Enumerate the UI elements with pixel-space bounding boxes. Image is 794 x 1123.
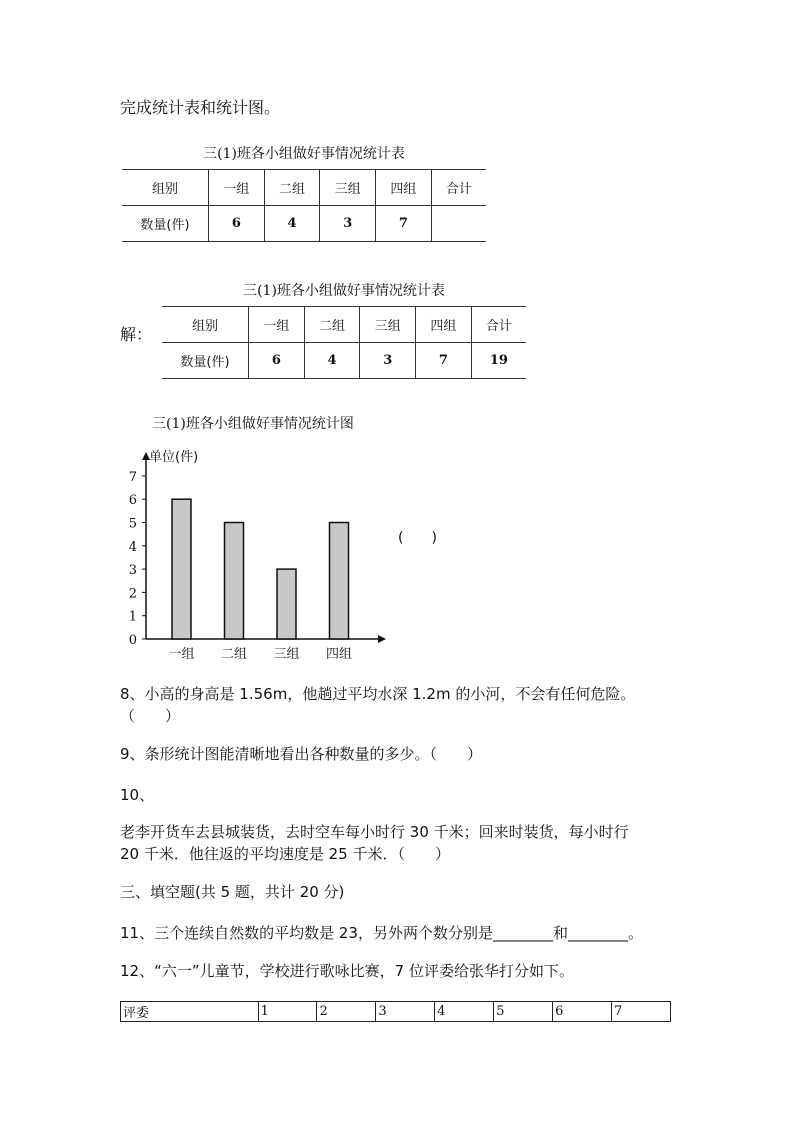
table2-cell: 7 <box>416 343 472 379</box>
table2-total-cell: 19 <box>471 343 526 379</box>
bar-4 <box>330 523 349 640</box>
question-9: 9、条形统计图能清晰地看出各种数量的多少。（ ） <box>120 745 483 763</box>
y-tick-label: 3 <box>128 563 137 579</box>
table2-header-cell: 二组 <box>304 307 360 343</box>
table2-header-cell: 一组 <box>249 307 305 343</box>
question-8: 8、小高的身高是 1.56m，他趟过平均水深 1.2m 的小河，不会有任何危险。 （ ） <box>120 685 636 725</box>
table2-header-cell: 四组 <box>416 307 472 343</box>
table1-caption: 三(1)班各小组做好事情况统计表 <box>203 146 405 162</box>
judge-cell: 6 <box>553 1002 612 1022</box>
table2-cell: 6 <box>249 343 305 379</box>
answer-label: 解： <box>120 325 153 344</box>
table1-cell: 4 <box>264 206 320 242</box>
table1-data-row <box>122 206 486 242</box>
judge-cell: 7 <box>612 1002 671 1022</box>
y-axis-label: 单位(件) <box>149 450 199 465</box>
y-tick-label: 0 <box>128 633 137 648</box>
table1-cell: 6 <box>209 206 265 242</box>
table1-header-cell: 组别 <box>122 170 209 206</box>
table1-header-cell: 一组 <box>209 170 265 206</box>
x-tick-label: 三组 <box>273 647 300 662</box>
x-tick-label: 二组 <box>220 647 248 662</box>
table2-header-row <box>162 307 526 343</box>
table2-cell: 3 <box>360 343 416 379</box>
question-12: 12、“六一”儿童节，学校进行歌咏比赛，7 位评委给张华打分如下。 <box>120 962 574 980</box>
judge-header-cell: 评委 <box>121 1002 259 1022</box>
question-10-text: 老李开货车去县城装货，去时空车每小时行 30 千米；回来时装货，每小时行 20 千米．他往返的平均速度是 25 千米．（ ） <box>120 823 629 863</box>
y-tick-label: 6 <box>128 493 137 509</box>
judge-cell: 4 <box>435 1002 494 1022</box>
table1-header-cell: 合计 <box>431 170 486 206</box>
judge-cell: 2 <box>317 1002 376 1022</box>
x-tick-label: 一组 <box>168 647 195 662</box>
bar-2 <box>225 523 244 640</box>
table2-row-label: 数量(件) <box>162 343 249 379</box>
x-tick-label: 四组 <box>325 647 353 662</box>
y-ticks <box>129 470 146 648</box>
intro-text: 完成统计表和统计图。 <box>120 98 281 117</box>
bar-chart <box>110 440 400 670</box>
bar-3 <box>277 569 296 639</box>
judge-cell: 3 <box>376 1002 435 1022</box>
table1-cell: 7 <box>376 206 432 242</box>
y-tick-label: 4 <box>128 539 137 555</box>
table1-header-row <box>122 170 486 206</box>
table2-header-cell: 合计 <box>471 307 526 343</box>
section-3-heading: 三、填空题(共 5 题，共计 20 分) <box>120 883 345 901</box>
table2-caption: 三(1)班各小组做好事情况统计表 <box>243 283 445 299</box>
judge-row <box>121 1002 671 1022</box>
bars <box>172 499 349 639</box>
table2-cell: 4 <box>304 343 360 379</box>
y-tick-label: 5 <box>128 516 137 532</box>
judge-score-table <box>120 1001 671 1022</box>
x-tick-labels <box>168 647 352 662</box>
y-tick-label: 7 <box>128 469 137 485</box>
chart-answer-parens: ( ) <box>398 530 437 546</box>
table2-header-cell: 组别 <box>162 307 249 343</box>
judge-cell: 5 <box>494 1002 553 1022</box>
stat-table-1 <box>122 169 486 242</box>
judge-cell: 1 <box>258 1002 317 1022</box>
table1-total-cell <box>431 206 486 242</box>
table1-header-cell: 三组 <box>320 170 376 206</box>
table1-row-label: 数量(件) <box>122 206 209 242</box>
y-tick-label: 1 <box>128 609 137 625</box>
stat-table-2 <box>162 306 526 379</box>
table1-header-cell: 四组 <box>376 170 432 206</box>
table2-header-cell: 三组 <box>360 307 416 343</box>
bar-1 <box>172 499 191 639</box>
question-11: 11、三个连续自然数的平均数是 23，另外两个数分别是________和________。 <box>120 924 643 942</box>
table2-data-row <box>162 343 526 379</box>
table1-cell: 3 <box>320 206 376 242</box>
table1-header-cell: 二组 <box>264 170 320 206</box>
question-10-number: 10、 <box>120 786 155 804</box>
y-tick-label: 2 <box>128 586 137 602</box>
chart-title: 三(1)班各小组做好事情况统计图 <box>152 416 354 432</box>
